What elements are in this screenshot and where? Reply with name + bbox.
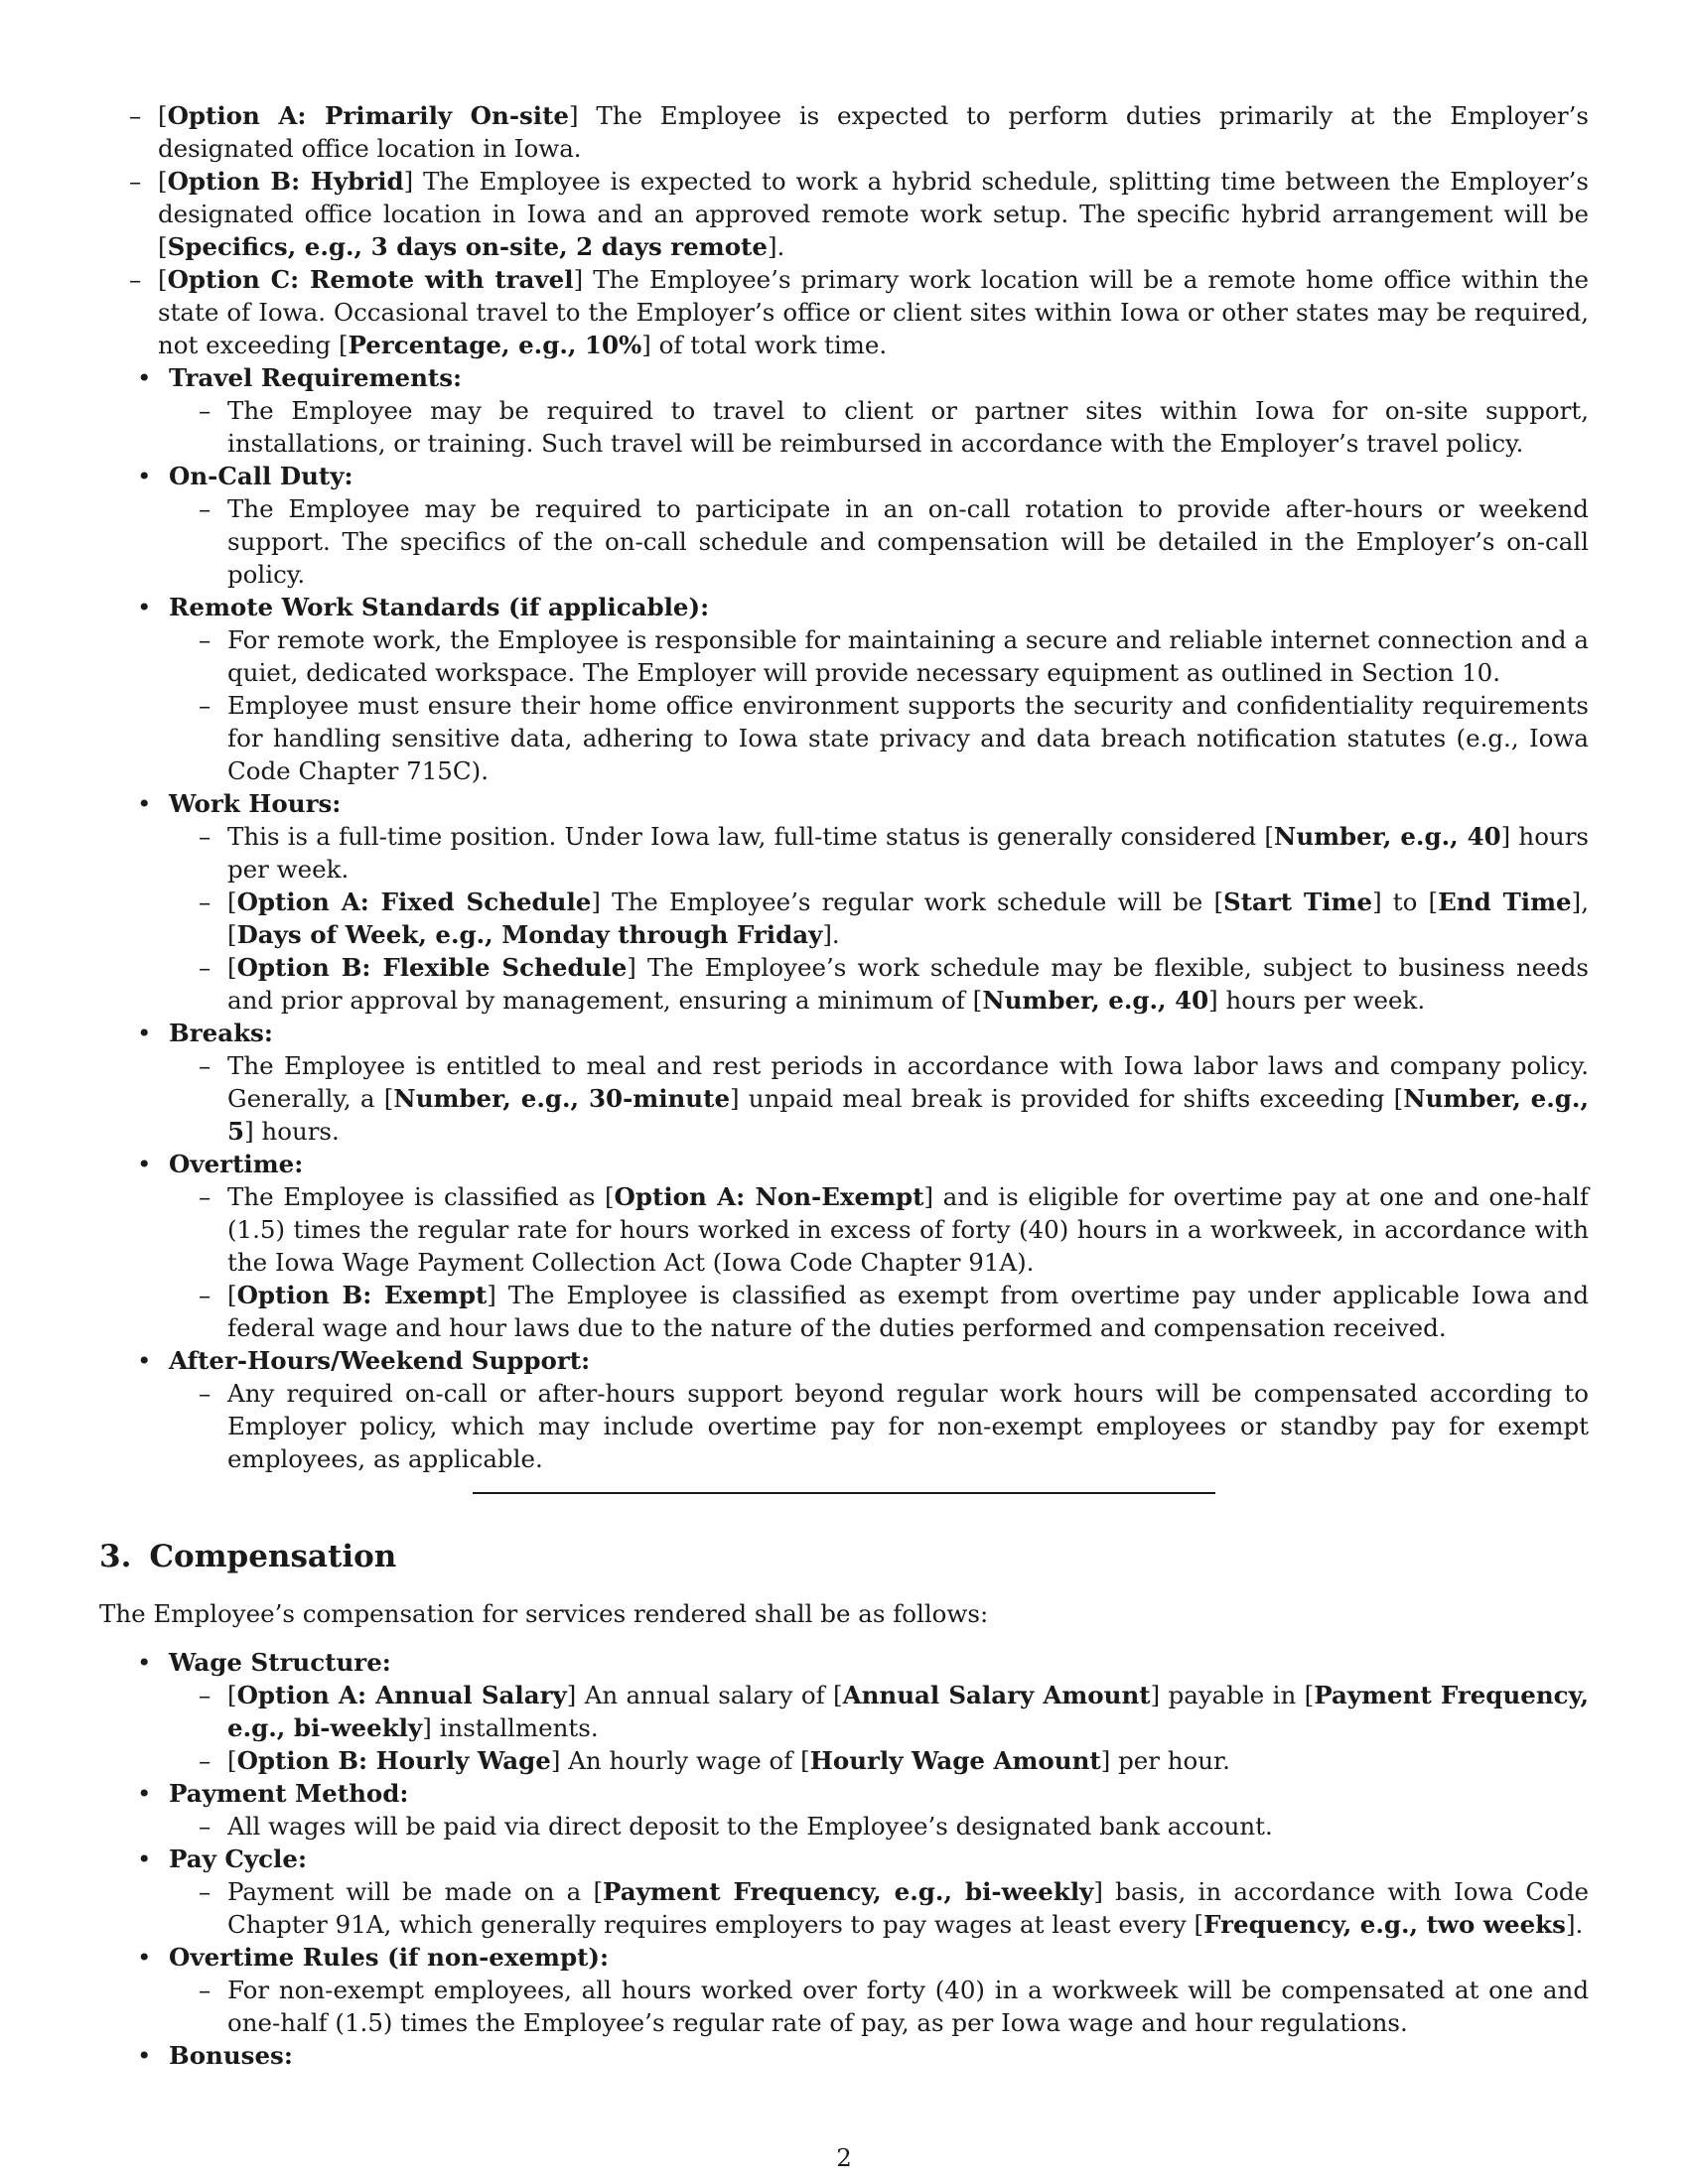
list-item: – The Employee is classified as [Option A: Non-Exempt] and is eligible for overtime pay at one and one-half (1.5) times the regular rate for hours worked in excess of forty (40) hours in a workweek, in accordance with the Iowa Wage Payment Collection Act (Iowa Code Chapter 91A). (169, 1180, 1589, 1279)
list-item: – For remote work, the Employee is responsible for maintaining a secure and reliable internet connection and a quiet, dedicated workspace. The Employer will provide necessary equipment as outlined in Section 10. (169, 623, 1589, 689)
work-location-options (99, 99, 1589, 361)
list-item-title: Breaks: (169, 1019, 273, 1047)
section-2-continuation (99, 99, 1589, 1475)
list-item-overtime (99, 1148, 1589, 1344)
list-item-oncall (99, 460, 1589, 591)
list-item: – [Option A: Fixed Schedule] The Employee’s regular work schedule will be [Start Time] to [End Time], [Days of Week, e.g., Monday through Friday]. (169, 886, 1589, 951)
list-item: – The Employee may be required to travel to client or partner sites within Iowa for on-site support, installations, or training. Such travel will be reimbursed in accordance with the Employer’s travel policy. (169, 394, 1589, 460)
list-item-travel (99, 361, 1589, 460)
section-intro: The Employee’s compensation for services rendered shall be as follows: (99, 1599, 989, 1628)
list-item-breaks (99, 1017, 1589, 1148)
list-item: – [Option C: Remote with travel] The Employee’s primary work location will be a remote home office within the state of Iowa. Occasional travel to the Employer’s office or client sites within Iowa or other states may be required, not exceeding [Percentage, e.g., 10%] of total work time. (99, 263, 1589, 361)
list-item: – This is a full-time position. Under Iowa law, full-time status is generally considered [Number, e.g., 40] hours per week. (169, 820, 1589, 886)
list-item: – [Option B: Hybrid] The Employee is expected to work a hybrid schedule, splitting time between the Employer’s designated office location in Iowa and an approved remote work setup. The specific hybrid arrangement will be [Specifics, e.g., 3 days on-site, 2 days remote]. (99, 165, 1589, 263)
list-item: – All wages will be paid via direct deposit to the Employee’s designated bank account. (169, 1810, 1589, 1843)
list-item-title: Pay Cycle: (169, 1844, 307, 1873)
list-item: – [Option B: Exempt] The Employee is classified as exempt from overtime pay under applicable Iowa and federal wage and hour laws due to the nature of the duties performed and compensation received. (169, 1279, 1589, 1344)
list-item-title: Remote Work Standards (if applicable): (169, 593, 710, 621)
section-3-list (99, 1646, 1589, 2072)
list-item-wage (99, 1646, 1589, 1777)
list-item-pay-cycle (99, 1843, 1589, 1941)
page-number: 2 (836, 2143, 852, 2172)
list-item: – For non-exempt employees, all hours worked over forty (40) in a workweek will be compensated at one and one-half (1.5) times the Employee’s regular rate of pay, as per Iowa wage and hour regulations. (169, 1974, 1589, 2039)
list-item: – [Option A: Annual Salary] An annual salary of [Annual Salary Amount] payable in [Payment Frequency, e.g., bi-weekly] installments. (169, 1679, 1589, 1744)
list-item: – Any required on-call or after-hours support beyond regular work hours will be compensated according to Employer policy, which may include overtime pay for non-exempt employees or standby pay for exempt employees, as applicable. (169, 1377, 1589, 1475)
section-3-body (99, 1646, 1589, 2072)
list-item-title: Overtime: (169, 1150, 304, 1178)
list-item-payment-method (99, 1777, 1589, 1843)
list-item-title: Payment Method: (169, 1779, 409, 1808)
list-item: – Employee must ensure their home office environment supports the security and confidentiality requirements for handling sensitive data, adhering to Iowa state privacy and data breach notification statutes (e.g., Iowa Code Chapter 715C). (169, 689, 1589, 787)
list-item: – Payment will be made on a [Payment Frequency, e.g., bi-weekly] basis, in accordance with Iowa Code Chapter 91A, which generally requires employers to pay wages at least every [Frequency, e.g., two weeks]. (169, 1875, 1589, 1941)
list-item: – [Option B: Flexible Schedule] The Employee’s work schedule may be flexible, subject to business needs and prior approval by management, ensuring a minimum of [Number, e.g., 40] hours per week. (169, 951, 1589, 1017)
list-item-title: Travel Requirements: (169, 363, 463, 392)
list-item-remote (99, 591, 1589, 787)
list-item: – The Employee is entitled to meal and rest periods in accordance with Iowa labor laws and company policy. Generally, a [Number, e.g., 30-minute] unpaid meal break is provided for shifts exceeding [Number, e.g., 5] hours. (169, 1049, 1589, 1148)
list-item: – [Option B: Hourly Wage] An hourly wage of [Hourly Wage Amount] per hour. (169, 1744, 1589, 1777)
list-item: – [Option A: Primarily On-site] The Employee is expected to perform duties primarily at the Employer’s designated office location in Iowa. (99, 99, 1589, 165)
section-2-list (99, 361, 1589, 1475)
list-item-title: On-Call Duty: (169, 462, 353, 490)
list-item-bonuses (99, 2039, 1589, 2072)
list-item-after-hours (99, 1344, 1589, 1475)
list-item-title: Work Hours: (169, 789, 342, 818)
list-item-work-hours (99, 787, 1589, 1017)
list-item-title: Overtime Rules (if non-exempt): (169, 1943, 610, 1972)
list-item: – The Employee may be required to participate in an on-call rotation to provide after-hours or weekend support. The specifics of the on-call schedule and compensation will be detailed in the Employer’s on-call policy. (169, 492, 1589, 591)
list-item-title: Bonuses: (169, 2041, 293, 2070)
list-item-overtime-rules (99, 1941, 1589, 2039)
horizontal-divider (473, 1492, 1215, 1494)
list-item-title: After-Hours/Weekend Support: (169, 1346, 591, 1375)
list-item-title: Wage Structure: (169, 1648, 391, 1677)
section-heading: 3. Compensation (99, 1539, 397, 1574)
